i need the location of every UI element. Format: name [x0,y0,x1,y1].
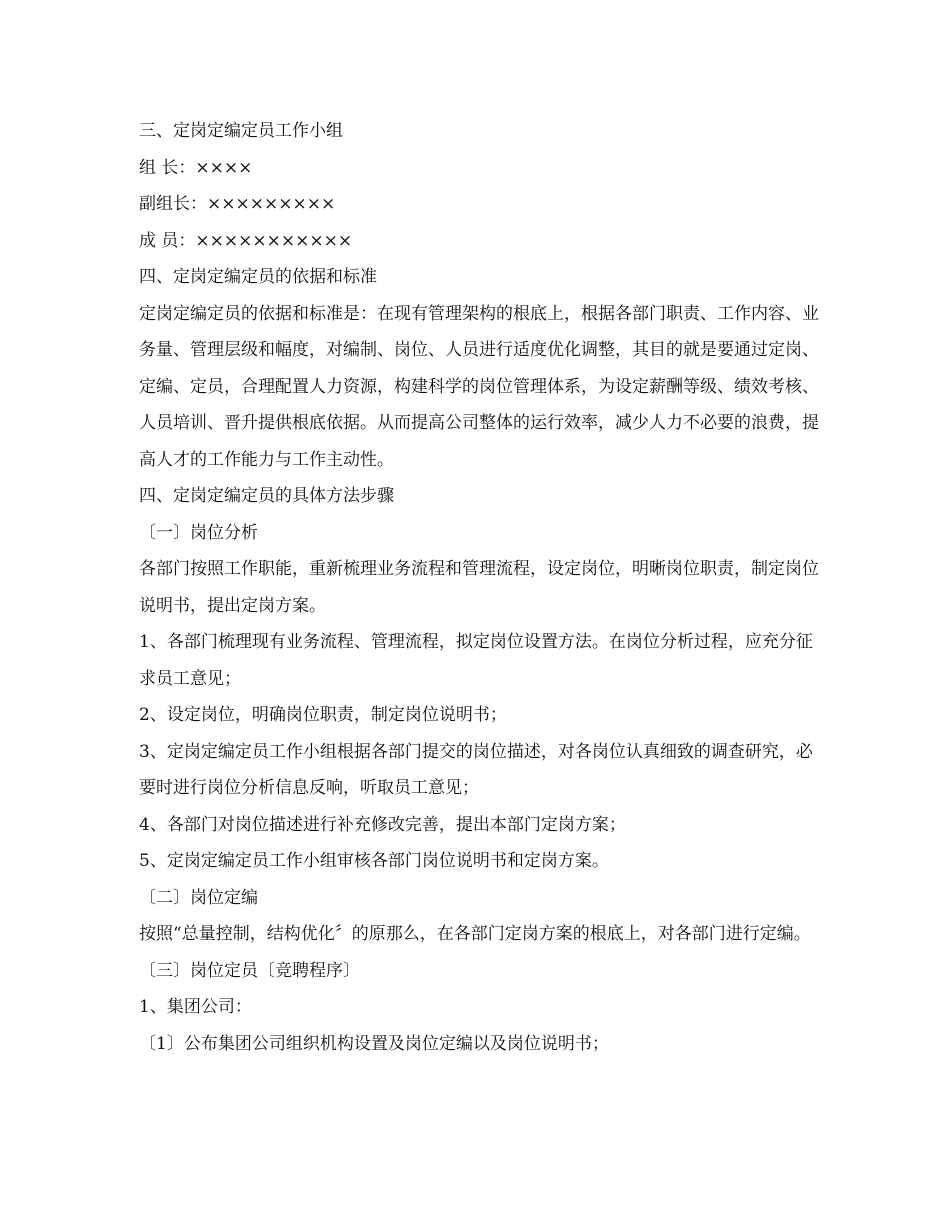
subheading-position-staffing: 〔二〕岗位定编 [139,887,258,908]
list-item-2: 2、设定岗位，明确岗位职责，制定岗位说明书； [139,705,507,725]
section-heading-method-steps: 四、定岗定编定员的具体方法步骤 [139,486,394,506]
subheading-position-assignment: 〔三〕岗位定员〔竞聘程序〕 [139,960,360,981]
list-item-1: 1、各部门梳理现有业务流程、管理流程，拟定岗位设置方法。在岗位分析过程，应充分征求员工意见； [139,632,813,689]
team-leader-line: 组 长：×××× [139,157,253,178]
position-staffing-paragraph: 按照“总量控制，结构优化〞的原那么，在各部门定岗方案的根底上，对各部门进行定编。 [139,924,811,944]
members-line: 成 员：××××××××××× [139,230,353,251]
document-body [139,113,819,1062]
list-item-4: 4、各部门对岗位描述进行补充修改完善，提出本部门定岗方案； [139,814,626,835]
group-company-subitem-1: 〔1〕公布集团公司组织机构设置及岗位定编以及岗位说明书； [139,1033,609,1054]
list-item-3: 3、定岗定编定员工作小组根据各部门提交的岗位描述，对各岗位认真细致的调查研究，必要时进行岗位分析信息反响，听取员工意见； [139,741,813,798]
subheading-position-analysis: 〔一〕岗位分析 [139,522,258,543]
group-company-item: 1、集团公司： [139,997,252,1017]
position-analysis-paragraph: 各部门按照工作职能，重新梳理业务流程和管理流程，设定岗位，明晰岗位职责，制定岗位说明书，提出定岗方案。 [139,559,819,616]
section-heading-basis-standards: 四、定岗定编定员的依据和标准 [139,267,377,287]
basis-standards-paragraph: 定岗定编定员的依据和标准是：在现有管理架构的根底上，根据各部门职责、工作内容、业务量、管理层级和幅度，对编制、岗位、人员进行适度优化调整，其目的就是要通过定岗、定编、定员，合理配置人力资源，构建科学的岗位管理体系，为设定薪酬等级、绩效考核、人员培训、晋升提供根底依据。从而提高公司整体的运行效率，减少人力不必要的浪费，提高人才的工作能力与工作主动性。 [139,303,819,470]
list-item-5: 5、定岗定编定员工作小组审核各部门岗位说明书和定岗方案。 [139,851,609,871]
section-heading-working-group: 三、定岗定编定员工作小组 [139,121,343,141]
deputy-leader-line: 副组长：××××××××× [139,194,336,214]
